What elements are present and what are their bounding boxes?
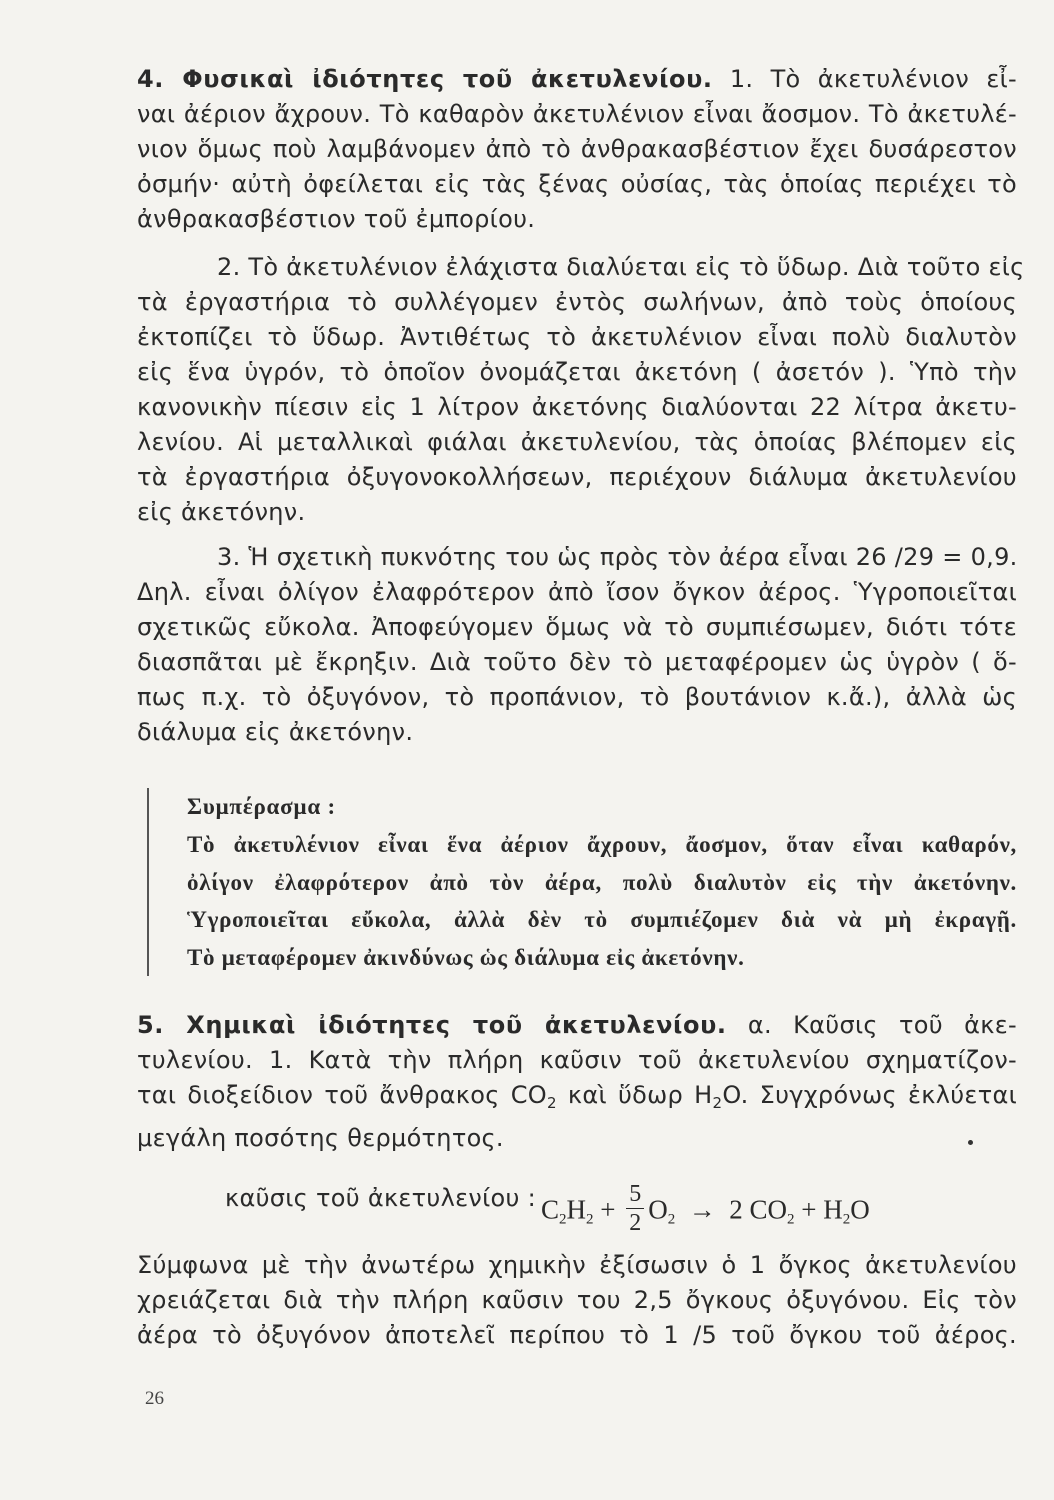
- text-line: τὰ ἐργαστήρια ὀξυγονοκολλήσεων, περιέχουν διάλυμα ἀκετυλενίου: [137, 463, 1017, 491]
- text-line: πως π.χ. τὸ ὀξυγόνον, τὸ προπάνιον, τὸ βουτάνιον κ.ἄ.), ἀλλὰ ὡς: [137, 683, 1017, 711]
- section-5: [137, 1008, 1017, 1156]
- text-line: ναι ἀέριον ἄχρουν. Τὸ καθαρὸν ἀκετυλένιον εἶναι ἄοσμον. Τὸ ἀκετυλέ-: [137, 100, 1017, 128]
- text-line: λενίου. Αἱ μεταλλικαὶ φιάλαι ἀκετυλενίου, τὰς ὁποίας βλέπομεν εἰς: [137, 428, 1017, 456]
- reaction-arrow: →: [688, 1194, 716, 1225]
- text-line: σχετικῶς εὔκολα. Ἀποφεύγομεν ὅμως νὰ τὸ συμπιέσωμεν, διότι τότε: [137, 613, 1017, 641]
- equation-label: καῦσις τοῦ ἀκετυλενίου :: [225, 1184, 537, 1212]
- text-line: διασπᾶται μὲ ἔκρηξιν. Διὰ τοῦτο δὲν τὸ μεταφέρομεν ὡς ὑγρὸν ( ὅ-: [137, 648, 1017, 676]
- conclusion-title: Συμπέρασμα :: [187, 794, 336, 819]
- conclusion-line: Τὸ μεταφέρομεν ἀκινδύνως ὡς διάλυμα εἰς ἀκετόνην.: [187, 944, 745, 970]
- page-number: 26: [145, 1388, 164, 1409]
- conclusion-line: Ὑγροποιεῖται εὔκολα, ἀλλὰ δὲν τὸ συμπιέζομεν διὰ νὰ μὴ ἐκραγῇ.: [187, 907, 1017, 932]
- text-line: Δηλ. εἶναι ὀλίγον ἐλαφρότερον ἀπὸ ἴσον ὄγκον ἀέρος. Ὑγροποιεῖται: [137, 578, 1017, 606]
- text-line: εἰς ἕνα ὑγρόν, τὸ ὁποῖον ὀνομάζεται ἀκετόνη ( ἀσετόν ). Ὑπὸ τὴν: [137, 358, 1017, 386]
- paragraph-2: [137, 250, 1025, 530]
- text-line: κανονικὴν πίεσιν εἰς 1 λίτρον ἀκετόνης διαλύονται 22 λίτρα ἀκετυ-: [137, 393, 1017, 421]
- section-4-heading: 4. Φυσικαὶ ἰδιότητες τοῦ ἀκετυλενίου.: [137, 65, 713, 93]
- text-line: 3. Ἡ σχετικὴ πυκνότης του ὡς πρὸς τὸν ἀέρα εἶναι 26 /29 = 0,9.: [217, 543, 1018, 571]
- conclusion-line: ὀλίγον ἐλαφρότερον ἀπὸ τὸν ἀέρα, πολὺ διαλυτὸν εἰς τὴν ἀκετόνην.: [187, 869, 1017, 895]
- section-5-line: 5. Χημικαὶ ἰδιότητες τοῦ ἀκετυλενίου. α. Καῦσις τοῦ ἀκε-: [137, 1011, 1017, 1039]
- fraction: $\frac{5}{2}$: [626, 1180, 644, 1237]
- section-5-heading: 5. Χημικαὶ ἰδιότητες τοῦ ἀκετυλενίου.: [137, 1011, 727, 1039]
- text-line: εἰς ἀκετόνην.: [137, 498, 306, 526]
- text-line: ἀνθρακασβέστιον τοῦ ἐμπορίου.: [137, 205, 536, 233]
- section-4: [137, 62, 1017, 237]
- paragraph-3: [137, 540, 1017, 750]
- text-line: ται διοξείδιον τοῦ ἄνθρακος $CO_2$ καὶ ὕδωρ $H_2O$. Συγχρόνως ἐκλύεται: [137, 1081, 1017, 1112]
- conclusion-box: [147, 788, 1017, 976]
- conclusion-line: Τὸ ἀκετυλένιον εἶναι ἕνα ἀέριον ἄχρουν, ἄοσμον, ὅταν εἶναι καθαρόν,: [187, 832, 1017, 857]
- text-line: ὀσμήν· αὐτὴ ὀφείλεται εἰς τὰς ξένας οὐσίας, τὰς ὁποίας περιέχει τὸ: [137, 170, 1017, 198]
- text-line: Σύμφωνα μὲ τὴν ἀνωτέρω χημικὴν ἐξίσωσιν ὁ 1 ὄγκος ἀκετυλενίου: [137, 1251, 1017, 1279]
- text-line: τυλενίου. 1. Κατὰ τὴν πλήρη καῦσιν τοῦ ἀκετυλενίου σχηματίζον-: [137, 1046, 1017, 1074]
- equation-formula: $C_2H_2$ + $\frac{5}{2}$ $O_2 \to 2$ $CO_2 + H_2O$: [541, 1181, 870, 1236]
- text-line: νιον ὅμως ποὺ λαμβάνομεν ἀπὸ τὸ ἀνθρακασβέστιον ἔχει δυσάρεστον: [137, 135, 1017, 163]
- combustion-equation: [225, 1162, 1005, 1242]
- text-line: διάλυμα εἰς ἀκετόνην.: [137, 718, 414, 746]
- text-line: μεγάλη ποσότης θερμότητος.: [137, 1124, 504, 1152]
- text-line: τὰ ἐργαστήρια τὸ συλλέγομεν ἐντὸς σωλήνων, ἀπὸ τοὺς ὁποίους: [137, 288, 1017, 316]
- section-4-line: 4. Φυσικαὶ ἰδιότητες τοῦ ἀκετυλενίου. 1. Τὸ ἀκετυλένιον εἶ-: [137, 65, 1017, 93]
- text-line: 2. Τὸ ἀκετυλένιον ἐλάχιστα διαλύεται εἰς τὸ ὕδωρ. Διὰ τοῦτο εἰς: [217, 253, 1025, 281]
- text-line: χρειάζεται διὰ τὴν πλήρη καῦσιν του 2,5 ὄγκους ὀξυγόνου. Εἰς τὸν: [137, 1286, 1017, 1314]
- text-line: ἀέρα τὸ ὀξυγόνον ἀποτελεῖ περίπου τὸ 1 /5 τοῦ ὄγκου τοῦ ἀέρος.: [137, 1321, 1017, 1349]
- text-line: ἐκτοπίζει τὸ ὕδωρ. Ἀντιθέτως τὸ ἀκετυλένιον εἶναι πολὺ διαλυτὸν: [137, 323, 1017, 351]
- after-equation-paragraph: [137, 1248, 1017, 1353]
- ink-dot: [968, 1140, 973, 1145]
